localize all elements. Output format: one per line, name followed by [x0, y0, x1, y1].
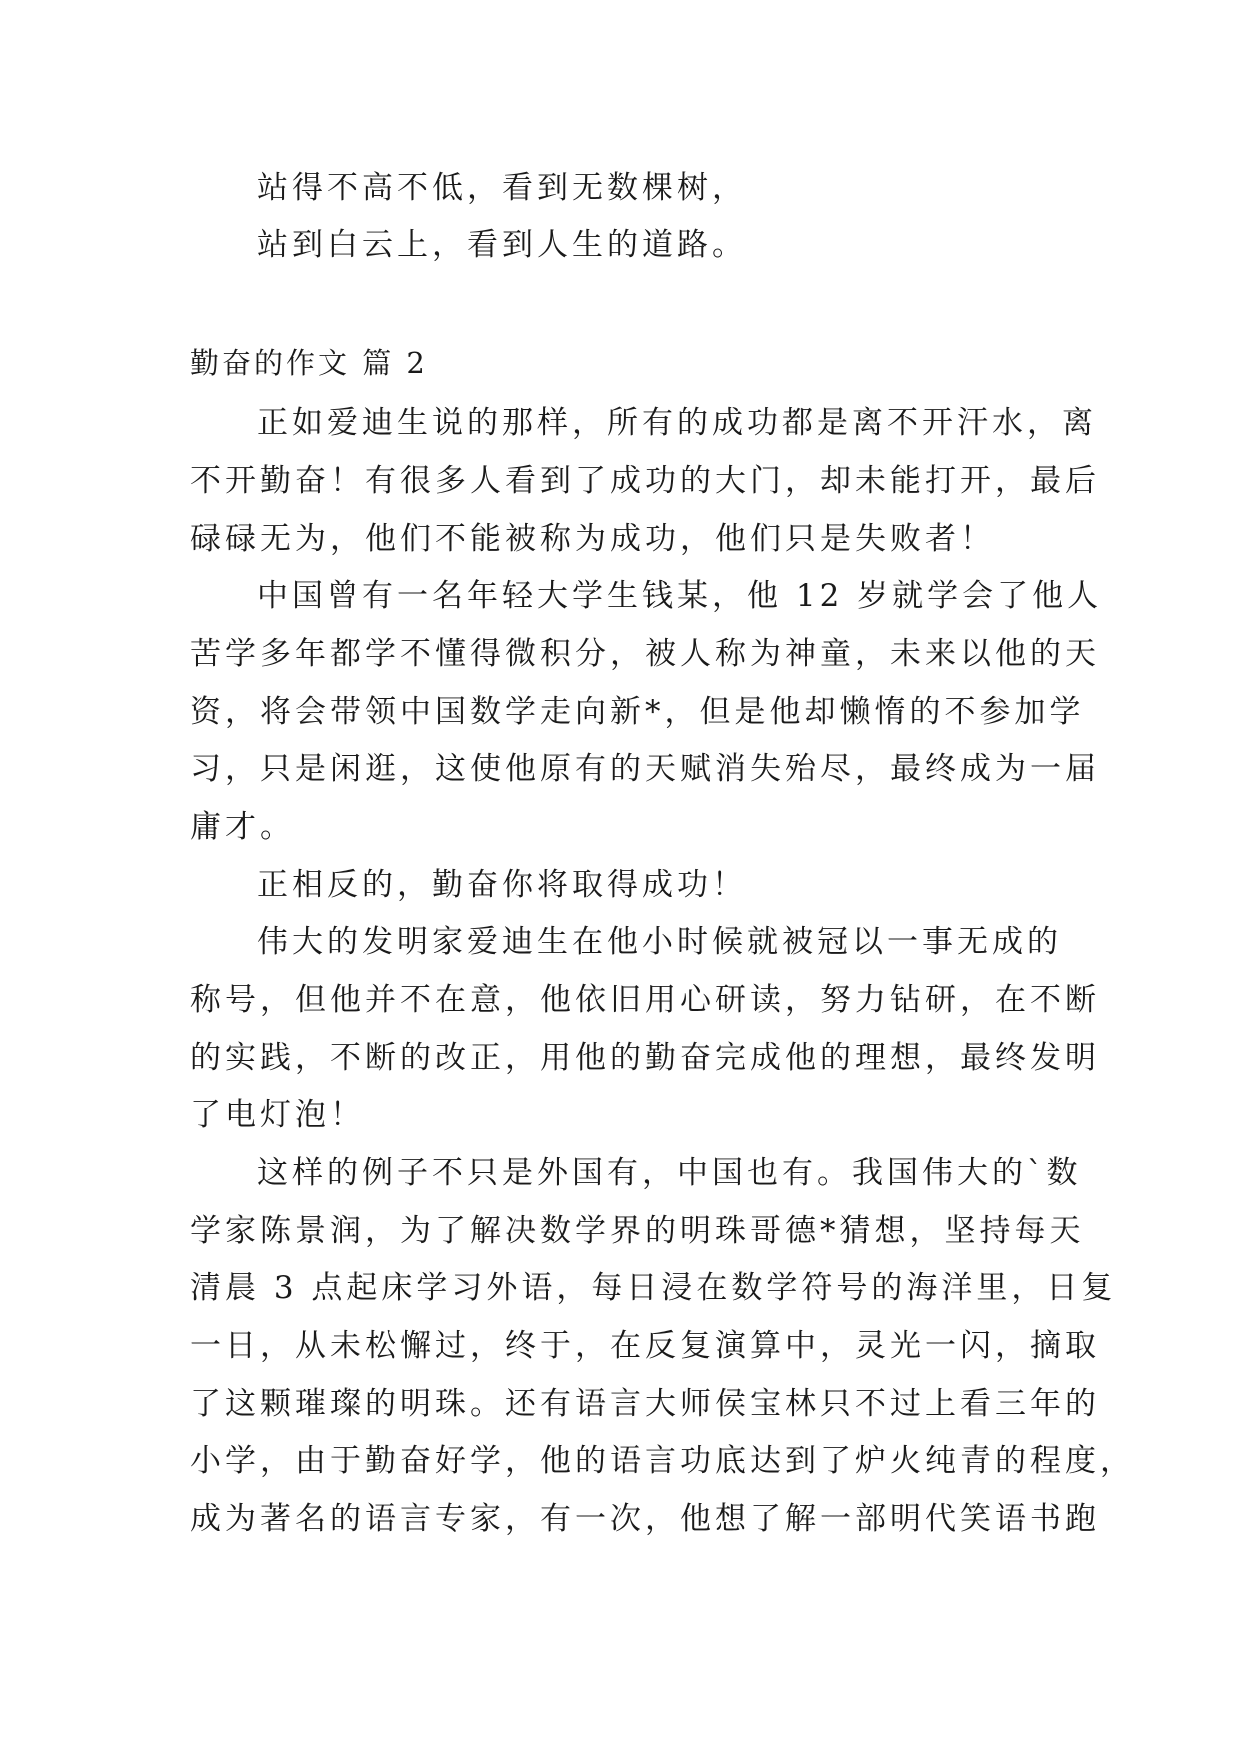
- paragraph-line: 了这颗璀璨的明珠。还有语言大师侯宝林只不过上看三年的: [190, 1386, 1100, 1422]
- paragraph-line: 庸才。: [190, 809, 295, 845]
- poem-line-1: 站得不高不低，看到无数棵树，: [257, 170, 747, 206]
- paragraph-line: 不开勤奋！有很多人看到了成功的大门，却未能打开，最后: [190, 463, 1100, 499]
- paragraph-line: 成为著名的语言专家，有一次，他想了解一部明代笑语书跑: [190, 1501, 1100, 1537]
- paragraph-line: 伟大的发明家爱迪生在他小时候就被冠以一事无成的: [257, 924, 1062, 960]
- poem-line-2: 站到白云上，看到人生的道路。: [257, 227, 747, 263]
- paragraph-line: 碌碌无为，他们不能被称为成功，他们只是失败者！: [190, 521, 995, 557]
- paragraph-line: 的实践，不断的改正，用他的勤奋完成他的理想，最终发明: [190, 1040, 1100, 1076]
- paragraph-line: 这样的例子不只是外国有，中国也有。我国伟大的`数: [257, 1155, 1082, 1191]
- paragraph-line: 小学，由于勤奋好学，他的语言功底达到了炉火纯青的程度，: [190, 1443, 1135, 1479]
- paragraph-line: 中国曾有一名年轻大学生钱某，他 12 岁就学会了他人: [257, 578, 1103, 614]
- paragraph-line: 苦学多年都学不懂得微积分，被人称为神童，未来以他的天: [190, 636, 1100, 672]
- paragraph-line: 称号，但他并不在意，他依旧用心研读，努力钻研，在不断: [190, 982, 1100, 1018]
- section-heading: 勤奋的作文 篇 2: [190, 346, 428, 380]
- paragraph-line: 学家陈景润，为了解决数学界的明珠哥德*猜想，坚持每天: [190, 1213, 1085, 1249]
- paragraph-line: 清晨 3 点起床学习外语，每日浸在数学符号的海洋里，日复: [190, 1270, 1117, 1306]
- paragraph-line: 了电灯泡！: [190, 1097, 365, 1133]
- paragraph-line: 习，只是闲逛，这使他原有的天赋消失殆尽，最终成为一届: [190, 751, 1100, 787]
- paragraph-line: 正相反的，勤奋你将取得成功！: [257, 867, 747, 903]
- paragraph-line: 资，将会带领中国数学走向新*，但是他却懒惰的不参加学: [190, 694, 1085, 730]
- paragraph-line: 一日，从未松懈过，终于，在反复演算中，灵光一闪，摘取: [190, 1328, 1100, 1364]
- paragraph-line: 正如爱迪生说的那样，所有的成功都是离不开汗水，离: [257, 405, 1097, 441]
